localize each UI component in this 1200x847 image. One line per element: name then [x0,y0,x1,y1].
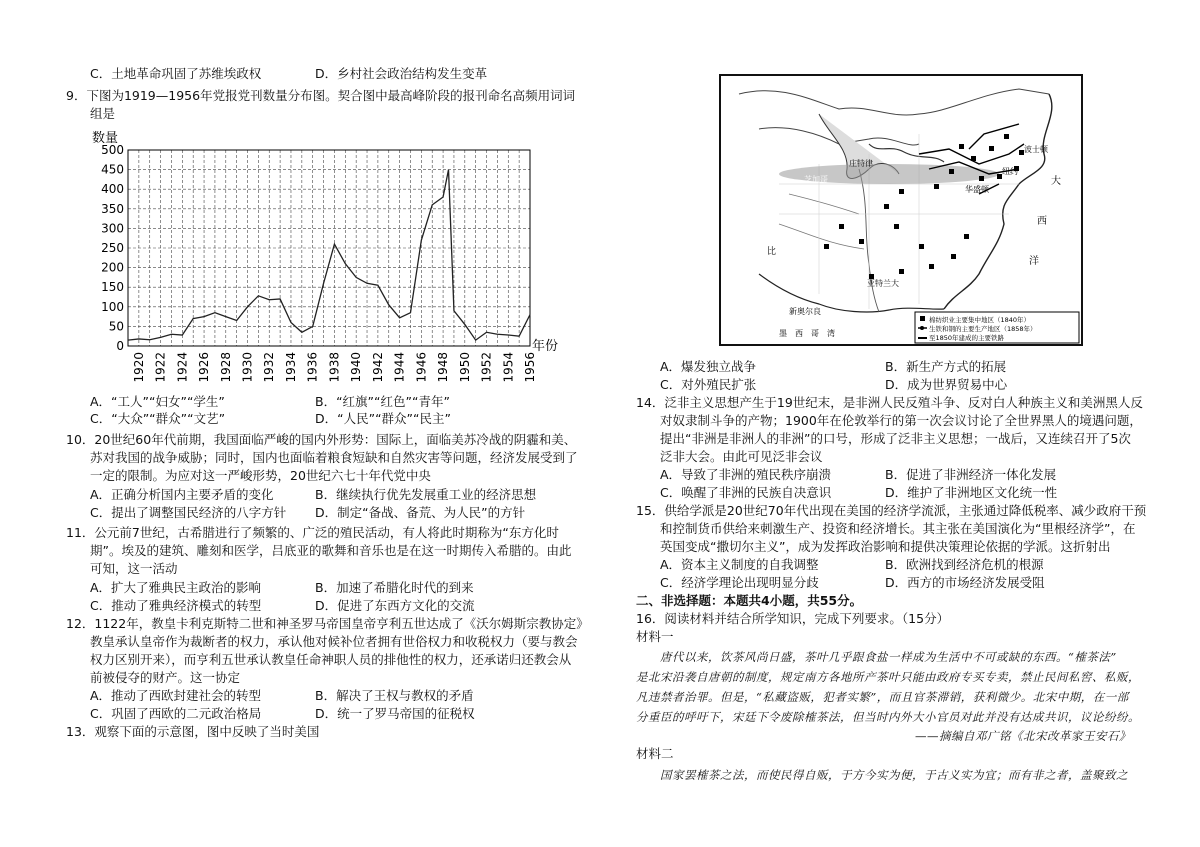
x-axis-title: 年份 [532,339,559,354]
material-1-line: 凡违禁者治罪。但是，“私藏盗贩，犯者实繁”，而且官茶滞销，获利微少。北宋中期，在一部 [636,690,1129,704]
map-label: 新奥尔良 [789,307,821,316]
y-axis-title: 数量 [91,131,118,146]
q11-option-d: D．促进了东西方文化的交流 [315,598,475,613]
material-2-title: 材料二 [636,746,674,761]
x-tick-label: 1934 [283,352,298,383]
q12-line: 12．1122年，教皇卡利克斯特二世和神圣罗马帝国皇帝亨利五世达成了《沃尔姆斯宗教协定》 [66,616,589,631]
x-tick-label: 1922 [153,352,168,383]
q14-option-a: A．导致了非洲的殖民秩序崩溃 [660,467,832,482]
q13-option-d: D．成为世界贸易中心 [885,377,1008,392]
q11-option-a: A．扩大了雅典民主政治的影响 [90,580,262,595]
x-tick-label: 1924 [175,352,190,383]
map-label: 亚特兰大 [867,279,899,288]
x-tick-label: 1930 [240,352,255,383]
map-label: 墨 西 哥 湾 [779,329,835,338]
q14-option-d: D．维护了非洲地区文化统一性 [885,485,1058,500]
q10-line: 10．20世纪60年代前期，我国面临严峻的国内外形势：国际上，面临美苏冷战的阴霾和美、 [66,432,577,447]
y-tick-label: 150 [101,280,124,295]
q11-line: 可知，这一活动 [90,561,178,576]
map-label: 洋 [1029,256,1039,267]
q15-line: 和控制货币供给来刺激生产、投资和经济增长。其主张在美国演化为“里根经济学”，在 [660,521,1136,536]
y-tick-label: 250 [101,241,124,255]
map-label: 波士顿 [1024,145,1048,154]
x-tick-label: 1948 [436,352,451,383]
q10-option-d: D．制定“备战、备荒、为人民”的方针 [315,505,526,520]
q9-stem-line2: 组是 [90,106,116,121]
map-label: 庄特律 [849,159,873,168]
map-label: 大 [1051,176,1061,187]
map-label: 比 [767,247,777,257]
map-legend-railway: 至1850年建成的主要铁路 [929,334,1005,342]
q14-line: 对奴隶制斗争的产物；1900年在伦敦举行的第一次会议讨论了全世界黑人的境遇问题， [660,413,1142,428]
q14-option-c: C．唤醒了非洲的民族自决意识 [660,485,832,500]
q9-option-c: C．“大众”“群众”“文艺” [90,411,226,426]
x-tick-label: 1920 [131,352,146,383]
x-tick-label: 1928 [218,352,233,383]
q10-option-a: A．正确分析国内主要矛盾的变化 [90,487,274,502]
q11-option-c: C．推动了雅典经济模式的转型 [90,598,262,613]
q11-line: 期”。埃及的建筑、雕刻和医学，吕底亚的歌舞和音乐也是在这一时期传入希腊的。由此 [90,543,572,558]
x-tick-label: 1946 [414,352,429,383]
material-2-line: 国家罢榷茶之法，而使民得自贩，于方今实为便，于古义实为宜；而有非之者，盖聚致之 [660,768,1128,782]
q10-option-c: C．提出了调整国民经济的八字方针 [90,505,287,520]
x-tick-label: 1942 [370,352,385,383]
q15-option-c: C．经济学理论出现明显分歧 [660,575,819,590]
q9-option-b: B．“红旗”“红色”“青年” [315,394,450,409]
newspaper-count-line-chart [66,122,586,390]
q12-option-b: B．解决了王权与教权的矛盾 [315,688,474,703]
x-tick-label: 1952 [479,352,494,383]
q13-option-a: A．爆发独立战争 [660,359,757,374]
x-tick-label: 1944 [392,352,407,383]
q9-stem-line1: 9．下图为1919—1956年党报党刊数量分布图。契合图中最高峰阶段的报刊命名高频用词词 [66,88,576,103]
q10-line: 苏对我国的战争威胁；同时，国内也面临着粮食短缺和自然灾害等问题，经济发展受到了 [90,450,578,465]
x-tick-label: 1926 [197,352,212,383]
q10-option-b: B．继续执行优先发展重工业的经济思想 [315,487,537,502]
q10-line: 一定的限制。为应对这一严峻形势，20世纪六七十年代党中央 [90,468,431,483]
q11-option-b: B．加速了希腊化时代的到来 [315,580,474,595]
q8-option-d: D．乡村社会政治结构发生变革 [315,66,488,81]
y-tick-label: 50 [108,319,124,334]
q8-option-c: C．土地革命巩固了苏维埃政权 [90,66,262,81]
material-1-line: 唐代以来，饮茶风尚日盛，茶叶几乎跟食盐一样成为生活中不可或缺的东西。“榷茶法” [660,650,1117,664]
q13-option-c: C．对外殖民扩张 [660,377,757,392]
map-legend-cotton: 棉纺织业主要集中地区（1840年） [929,316,1031,324]
x-tick-label: 1938 [327,352,342,383]
q15-option-d: D．西方的市场经济发展受阻 [885,575,1045,590]
q15-option-b: B．欧洲找到经济危机的根源 [885,557,1044,572]
map-label: 西 [1037,216,1047,227]
x-tick-label: 1940 [349,352,364,383]
q15-line: 15．供给学派是20世纪70年代出现在美国的经济学流派，主张通过降低税率、减少政府干预 [636,503,1147,518]
series-line [128,170,530,341]
material-1-title: 材料一 [636,629,674,644]
q13-stem: 13．观察下面的示意图，图中反映了当时美国 [66,724,320,739]
map-label: 华盛顿 [965,185,989,194]
q9-option-d: D．“人民”“群众”“民主” [315,411,451,426]
y-tick-label: 200 [101,260,124,275]
q12-option-d: D．统一了罗马帝国的征税权 [315,706,475,721]
q14-line: 提出“非洲是非洲人的非洲”的口号，形成了泛非主义思想；一战后，又连续召开了5次 [660,431,1131,446]
q14-line: 14．泛非主义思想产生于19世纪末，是非洲人民反殖斗争、反对白人种族主义和美洲黑人反 [636,395,1143,410]
us-industrial-map [719,74,1083,346]
material-1-line: 是北宋沿袭自唐朝的制度，规定南方各地所产茶叶只能由政府专买专卖，禁止民间私窖、私贩， [636,670,1140,684]
q12-line: 前被侵夺的财产。这一协定 [90,670,241,685]
q12-option-a: A．推动了西欧封建社会的转型 [90,688,262,703]
q15-option-a: A．资本主义制度的自我调整 [660,557,819,572]
x-tick-label: 1954 [501,352,516,383]
x-tick-label: 1932 [262,352,277,383]
q12-option-c: C．巩固了西欧的二元政治格局 [90,706,262,721]
section-heading: 二、非选择题：本题共4小题，共55分。 [636,593,863,608]
y-tick-label: 400 [101,182,124,197]
q11-line: 11．公元前7世纪，古希腊进行了频繁的、广泛的殖民活动，有人将此时期称为“东方化时 [66,525,559,540]
q16-stem: 16．阅读材料并结合所学知识，完成下列要求。（15分） [636,611,950,626]
q13-option-b: B．新生产方式的拓展 [885,359,1007,374]
material-1-line: 分重臣的呼吁下，宋廷下令废除榷茶法，但当时内外大小官员对此并没有达成共识，议论纷纷。 [636,710,1140,724]
q15-line: 英国变成“撒切尔主义”，成为发挥政治影响和提供决策理论依据的学派。这折射出 [660,539,1111,554]
x-tick-label: 1936 [305,352,320,383]
y-tick-label: 500 [101,143,124,157]
y-tick-label: 350 [101,201,124,216]
q14-line: 泛非大会。由此可见泛非会议 [660,449,823,464]
y-tick-label: 450 [101,162,124,177]
x-tick-label: 1950 [457,352,472,383]
y-tick-label: 100 [101,299,124,314]
map-label: 纽约 [1002,167,1018,176]
q9-option-a: A．“工人”“妇女”“学生” [90,394,225,409]
y-tick-label: 300 [101,221,124,236]
material-1-source: ——摘编自邓广铭《北宋改革家王安石》 [915,729,1131,743]
x-tick-label: 1956 [523,352,537,383]
q12-line: 权力区别开来），而亨利五世承认教皇任命神职人员的排他性的权力，还承诺归还教会从 [90,652,572,667]
y-tick-label: 0 [116,339,124,353]
map-legend-iron: 生铁和钢的主要生产地区（1858年） [929,325,1037,333]
q12-line: 教皇承认皇帝作为裁断者的权力，承认他对候补位者拥有世俗权力和收税权力（要与教会 [90,634,578,649]
map-label: 芝加哥 [804,175,828,184]
q14-option-b: B．促进了非洲经济一体化发展 [885,467,1057,482]
